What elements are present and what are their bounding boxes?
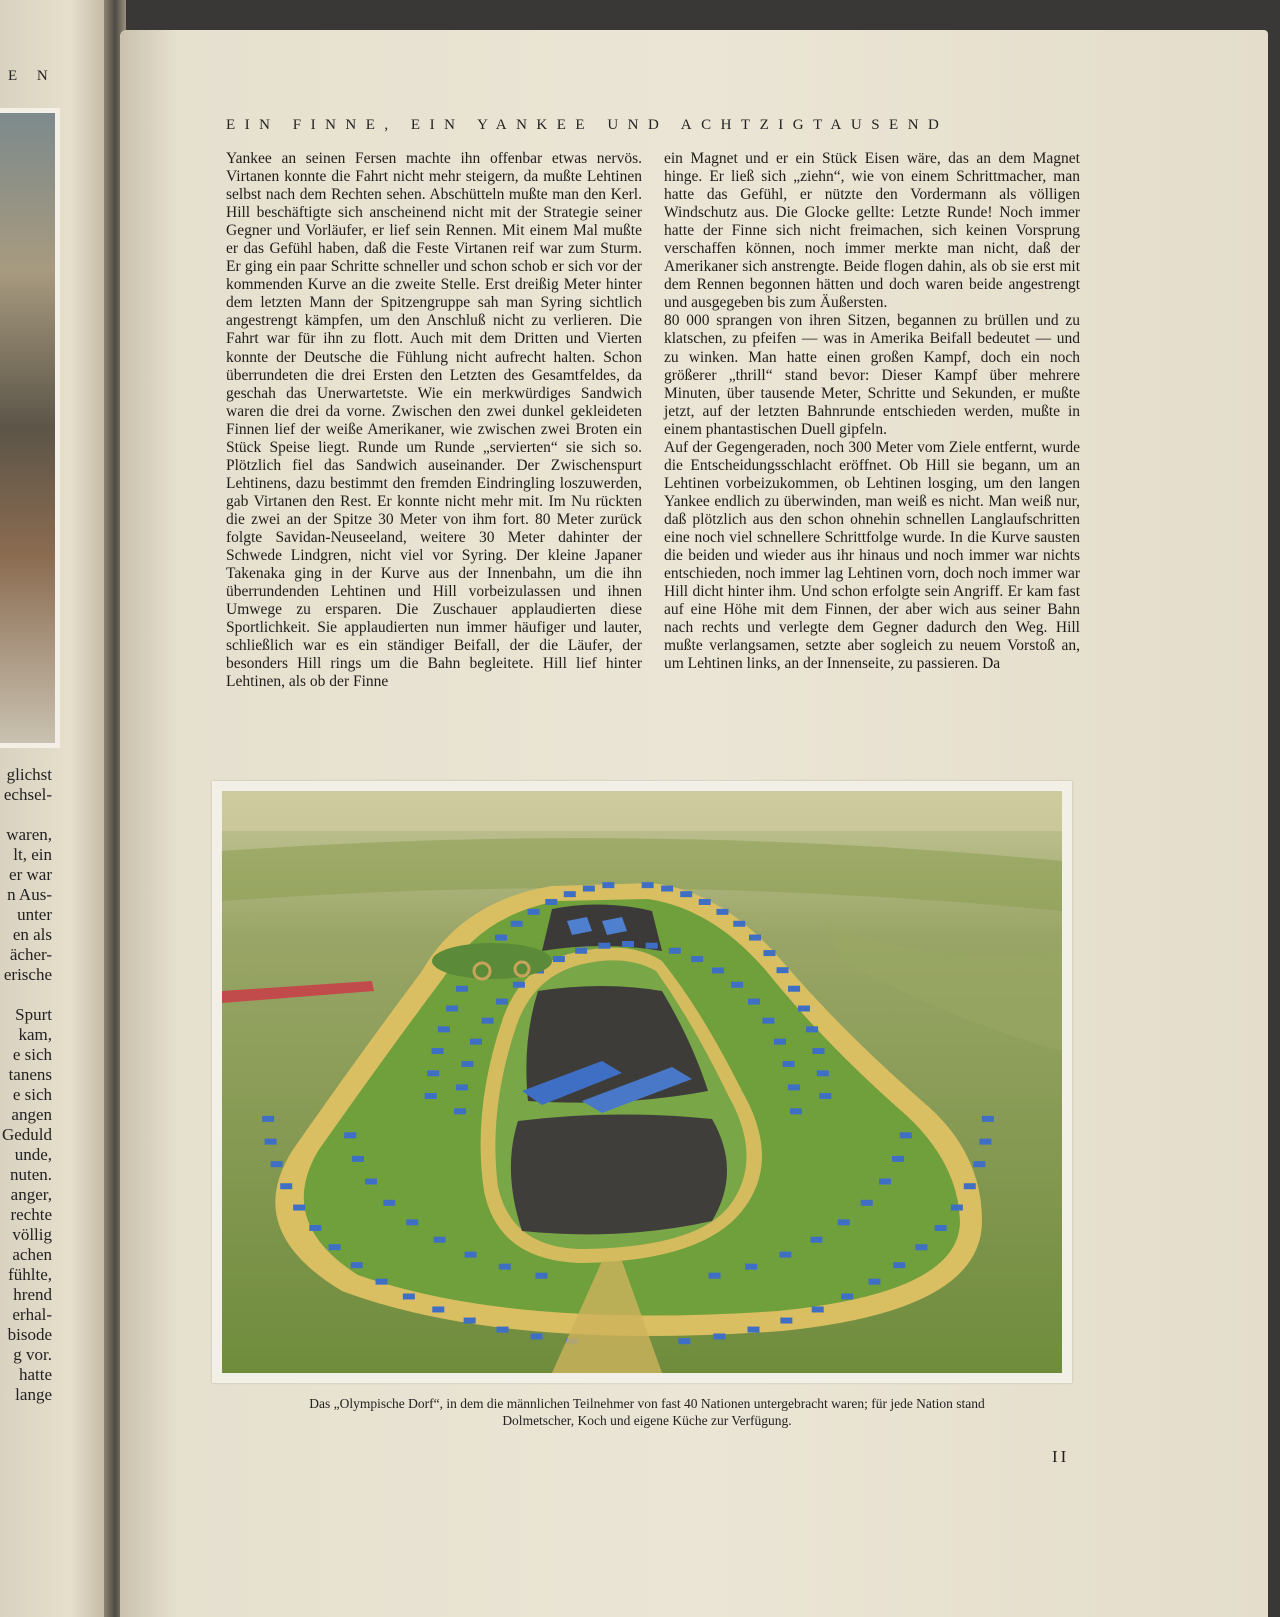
house-roof: [806, 1026, 818, 1032]
house-roof: [598, 943, 610, 949]
house-roof: [309, 1225, 321, 1231]
previous-page-line: ächer-: [9, 945, 52, 964]
house-roof: [465, 1252, 477, 1258]
house-roof: [456, 986, 468, 992]
house-roof: [838, 1219, 850, 1225]
previous-page-line: erische: [3, 965, 52, 984]
house-roof: [262, 1116, 274, 1122]
house-roof: [432, 1306, 444, 1312]
paragraph: 80 000 sprangen von ihren Sitzen, begannen zu brüllen und zu klatschen, zu pfeifen — was in Amerika Beifall bedeutet — und zu winken. Man hatte einen großen Kampf, doch ein noch größerer „thrill“ stand bevor: Dieser Kampf über mehrere Minuten, über tausende Meter, Schritte und Sekunden, er mußte jetzt, auf der letzten Bahnrunde entschieden werden, mußte in einem phantastischen Duell gipfeln.: [664, 312, 1080, 438]
previous-page-line: n Aus-: [7, 885, 52, 904]
house-roof: [731, 982, 743, 988]
house-roof: [446, 1006, 458, 1012]
house-roof: [699, 899, 711, 905]
previous-page-line: echsel-: [3, 785, 52, 804]
house-roof: [642, 882, 654, 888]
paragraph: Yankee an seinen Fersen machte ihn offenbar etwas nervös. Virtanen konnte die Fahrt nicht mehr steigern, da mußte Lehtinen selbst nach dem Rechten sehen. Abschütteln mußte man den Kerl. Hill beschäftigte sich anscheinend nicht mit der Strategie seiner Gegner und Vorläufer, er lief sein Rennen. Mit einem Mal mußte er das Gefühl haben, daß die Feste Virtanen reif war zum Sturm. Er ging ein paar Schritte schneller und schon schob er sich vor der kommenden Kurve an die zweite Stelle. Erst dreißig Meter hinter dem letzten Mann der Spitzengruppe sah man Syring sichtlich angestrengt kämpfen, um den Anschluß nicht zu verlieren. Die Fahrt war für ihn zu flott. Auch mit dem Dritten und Vierten konnte der Deutsche die Fühlung nicht aufrecht halten. Schon überrundeten die drei Ersten den Letzten des Gesamtfeldes, da geschah das Unerwartetste. Wie ein merkwürdiges Sandwich waren die drei da vorne. Zwischen den zwei dunkel gekleideten Finnen lief der weiße Amerikaner, wie zwischen zwei Broten ein Stück Speise liegt. Runde um Runde „servierten“ sie sich so. Plötzlich fiel das Sandwich auseinander. Der Zwischenspurt Lehtinens, dazu bestimmt den fremden Eindringling loszuwerden, gab Virtanen den Rest. Er konnte nicht mehr mit. Im Nu rückten die zwei an der Spitze 30 Meter von ihm fort. 80 Meter zurück folgte Savidan-Neuseeland, weitere 30 Meter dahinter der Schwede Lindgren, nicht viel vor Syring. Der kleine Japaner Takenaka ging in der Kurve aus der Innenbahn, um die ihn überrundenden Lehtinen und Hill vorbeizulassen und ihnen Umwege zu ersparen. Die Zuschauer applaudierten diese Sportlichkeit. Sie applaudierten nun immer häufiger und lauter, schließlich war es ein ständiger Beifall, der die Läufer, der besonders Hill rings um die Bahn begleitete. Hill lief hinter Lehtinen, als ob der Finne: [226, 150, 642, 691]
previous-page-line: [0, 805, 52, 825]
house-roof: [812, 1048, 824, 1054]
house-roof: [892, 1156, 904, 1162]
house-roof: [434, 1237, 446, 1243]
house-roof: [575, 948, 587, 954]
house-roof: [454, 1108, 466, 1114]
text-column-right: [664, 150, 1080, 673]
previous-page-line: tanens: [8, 1065, 52, 1084]
previous-page-line: hrend: [13, 1285, 52, 1304]
house-roof: [344, 1132, 356, 1138]
house-roof: [602, 882, 614, 888]
house-roof: [709, 1273, 721, 1279]
previous-page-line: lt, ein: [13, 845, 52, 864]
house-roof: [763, 950, 775, 956]
running-header: EIN FINNE, EIN YANKEE UND ACHTZIGTAUSEND: [226, 117, 949, 133]
house-roof: [747, 1327, 759, 1333]
previous-page-line: e sich: [12, 1045, 52, 1064]
caption-line-2: Dolmetscher, Koch und eigene Küche zur Verfügung.: [502, 1413, 792, 1428]
house-roof: [777, 967, 789, 973]
house-roof: [461, 1061, 473, 1067]
house-roof: [352, 1156, 364, 1162]
house-roof: [868, 1279, 880, 1285]
house-roof: [951, 1205, 963, 1211]
previous-page-line: glichst: [6, 765, 52, 784]
house-roof: [511, 921, 523, 927]
house-roof: [915, 1244, 927, 1250]
house-roof: [497, 1327, 509, 1333]
house-roof: [376, 1279, 388, 1285]
previous-page-line: hatte: [18, 1365, 52, 1384]
house-roof: [712, 967, 724, 973]
house-roof: [528, 909, 540, 915]
house-roof: [762, 1018, 774, 1024]
house-roof: [812, 1306, 824, 1312]
previous-page-line: erhal-: [12, 1305, 52, 1324]
house-roof: [661, 886, 673, 892]
house-roof: [790, 1108, 802, 1114]
house-roof: [973, 1161, 985, 1167]
previous-page-line: fühlte,: [8, 1265, 52, 1284]
house-roof: [406, 1219, 418, 1225]
house-roof: [669, 948, 681, 954]
house-roof: [879, 1179, 891, 1185]
house-roof: [293, 1205, 305, 1211]
caption-line-1: Das „Olympische Dorf“, in dem die männlichen Teilnehmer von fast 40 Nationen untergebracht waren; für jede Nation stand: [309, 1396, 985, 1411]
previous-page-line: achen: [12, 1245, 52, 1264]
house-roof: [713, 1333, 725, 1339]
house-roof: [691, 956, 703, 962]
house-roof: [280, 1183, 292, 1189]
house-roof: [678, 1338, 690, 1344]
previous-page-line: e sich: [12, 1085, 52, 1104]
house-roof: [329, 1244, 341, 1250]
house-roof: [774, 1039, 786, 1045]
house-roof: [841, 1293, 853, 1299]
house-roof: [499, 1264, 511, 1270]
house-roof: [900, 1132, 912, 1138]
house-roof: [982, 1116, 994, 1122]
house-roof: [979, 1139, 991, 1145]
previous-page-line: angen: [11, 1105, 52, 1124]
previous-page-line: er war: [9, 865, 52, 884]
previous-page-line: lange: [15, 1385, 52, 1404]
previous-page-line: waren,: [6, 825, 52, 844]
previous-page-line: Geduld: [1, 1125, 52, 1144]
previous-page-line: [0, 985, 52, 1005]
house-roof: [553, 956, 565, 962]
previous-page-line: unde,: [14, 1145, 52, 1164]
previous-page-photo: [0, 108, 60, 748]
house-roof: [438, 1026, 450, 1032]
house-roof: [456, 1084, 468, 1090]
previous-page-line: bisode: [7, 1325, 52, 1344]
previous-page-line: nuten.: [9, 1165, 52, 1184]
house-roof: [783, 1061, 795, 1067]
house-roof: [935, 1225, 947, 1231]
house-roof: [531, 1333, 543, 1339]
house-roof: [271, 1161, 283, 1167]
house-roof: [788, 1084, 800, 1090]
house-roof: [861, 1200, 873, 1206]
olympic-village-photo-frame: [212, 781, 1072, 1383]
house-roof: [788, 986, 800, 992]
paragraph: ein Magnet und er ein Stück Eisen wäre, das an dem Magnet hinge. Er ließ sich „ziehn“, wie von einem Schrittmacher, man hatte das Gefühl, er nützte den Vordermann als völligen Windschutz aus. Die Glocke gellte: Letzte Runde! Noch immer hatte der Finne sich nicht freimachen, sich keinen Vorsprung verschaffen können, noch immer merkte man nicht, daß der Amerikaner sich anstrengte. Beide flogen dahin, als ob sie erst mit dem Rennen begonnen hätten und doch waren beide angestrengt und ausgegeben bis zum Äußersten.: [664, 150, 1080, 312]
house-roof: [893, 1262, 905, 1268]
house-roof: [817, 1070, 829, 1076]
previous-page-line: rechte: [10, 1205, 52, 1224]
house-roof: [495, 935, 507, 941]
house-roof: [779, 1252, 791, 1258]
previous-page-line: g vor.: [13, 1345, 52, 1364]
previous-page-line: Spurt: [15, 1005, 52, 1024]
text-column-left: [226, 150, 642, 691]
house-roof: [351, 1262, 363, 1268]
previous-page-line: kam,: [18, 1025, 52, 1044]
house-roof: [482, 1018, 494, 1024]
house-roof: [432, 1048, 444, 1054]
house-roof: [365, 1179, 377, 1185]
house-roof: [810, 1237, 822, 1243]
previous-page: [0, 0, 118, 1617]
house-roof: [748, 999, 760, 1005]
house-roof: [964, 1183, 976, 1189]
previous-page-line: völlig: [12, 1225, 52, 1244]
house-roof: [427, 1070, 439, 1076]
house-roof: [464, 1318, 476, 1324]
olympic-village-aerial-photo: [222, 791, 1062, 1373]
house-roof: [513, 982, 525, 988]
previous-page-line: anger,: [10, 1185, 52, 1204]
photo-caption: [212, 1395, 1082, 1429]
previous-page-line: en als: [12, 925, 52, 944]
house-roof: [819, 1093, 831, 1099]
house-roof: [798, 1006, 810, 1012]
paragraph: Auf der Gegengeraden, noch 300 Meter vom Ziele entfernt, wurde die Entscheidungsschlacht eröffnet. Ob Hill sie begann, um an Lehtinen vorbeizukommen, ob Lehtinen losging, um den langen Yankee endlich zu überwinden, man weiß es nicht. Man weiß nur, daß plötzlich aus den schon ohnehin schnellen Langlaufschritten eine noch viel schnellere Schrittfolge wurde. In die Kurve sausten die beiden und wieder aus ihr hinaus und noch immer war nichts entschieden, noch immer lag Lehtinen vorn, doch noch immer war Hill dicht hinter ihm. Und schon erfolgte sein Angriff. Er kam fast auf eine Höhe mit dem Finnen, der aber wich aus seiner Bahn nach rechts und verlegte dem Gegner dadurch den Weg. Hill mußte verlangsamen, setzte aber sogleich zu neuem Vorstoß an, um Lehtinen links, an der Innenseite, zu passieren. Da: [664, 438, 1080, 673]
house-roof: [383, 1200, 395, 1206]
house-roof: [496, 999, 508, 1005]
house-roof: [745, 1264, 757, 1270]
previous-page-line: unter: [17, 905, 52, 924]
house-roof: [680, 891, 692, 897]
house-roof: [646, 943, 658, 949]
house-roof: [265, 1139, 277, 1145]
house-roof: [470, 1039, 482, 1045]
house-roof: [780, 1318, 792, 1324]
house-roof: [564, 891, 576, 897]
house-roof: [716, 909, 728, 915]
page-number: II: [1052, 1447, 1070, 1466]
house-roof: [583, 886, 595, 892]
house-roof: [403, 1293, 415, 1299]
house-roof: [425, 1093, 437, 1099]
house-roof: [749, 935, 761, 941]
house-roof: [545, 899, 557, 905]
house-roof: [535, 1273, 547, 1279]
house-roof: [622, 941, 634, 947]
previous-page-header: E N: [8, 68, 56, 84]
previous-page-text: [0, 765, 52, 1405]
house-roof: [733, 921, 745, 927]
